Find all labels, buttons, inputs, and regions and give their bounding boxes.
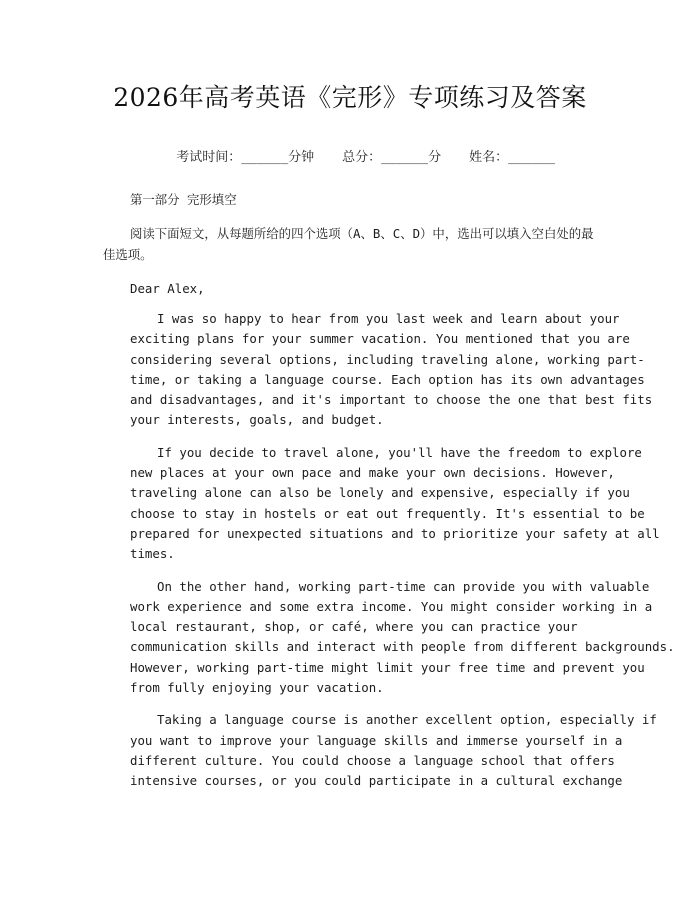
- total-score-field: 总分：______分: [342, 150, 442, 165]
- paragraph-line: choose to stay in hostels or eat out frequently. It's essential to be: [130, 505, 645, 521]
- exam-time-field: 考试时间：______分钟: [176, 150, 315, 165]
- document-title: 2026年高考英语《完形》专项练习及答案: [113, 83, 587, 112]
- paragraph-line: times.: [130, 546, 175, 562]
- letter-greeting: Dear Alex,: [130, 281, 205, 296]
- paragraph-line: considering several options, including traveling alone, working part-: [130, 351, 645, 367]
- paragraph-line: local restaurant, shop, or café, where you can practice your: [130, 619, 578, 635]
- section-heading: 第一部分 完形填空: [130, 192, 237, 207]
- paragraph-line: new places at your own pace and make your own decisions. However,: [130, 465, 615, 481]
- paragraph-line: prepared for unexpected situations and to prioritize your safety at all: [130, 525, 660, 541]
- paragraph-line: you want to improve your language skills and immerse yourself in a: [130, 732, 623, 748]
- paragraph-line: time, or taking a language course. Each option has its own advantages: [130, 371, 645, 387]
- paragraph-line: However, working part-time might limit your free time and prevent you: [130, 659, 645, 675]
- paragraph-line: On the other hand, working part-time can provide you with valuable: [157, 578, 650, 594]
- exam-info-line: [0, 131, 700, 180]
- paragraph-line: work experience and some extra income. You might consider working in a: [130, 598, 653, 614]
- paragraph-line: Taking a language course is another excellent option, especially if: [157, 712, 657, 728]
- document-body: [103, 190, 675, 804]
- paragraph-line: traveling alone can also be lonely and expensive, especially if you: [130, 485, 630, 501]
- paragraph-line: exciting plans for your summer vacation. You mentioned that you are: [130, 331, 630, 347]
- paragraph-1: [103, 309, 653, 431]
- student-name-field: 姓名：______: [469, 150, 556, 165]
- paragraph-line: intensive courses, or you could participate in a cultural exchange: [130, 773, 623, 789]
- paragraph-line: your interests, goals, and budget.: [130, 412, 384, 428]
- paragraph-line: and disadvantages, and it's important to choose the one that best fits: [130, 392, 653, 408]
- paragraph-line: communication skills and interact with people from different backgrounds.: [130, 639, 675, 655]
- paragraph-line: If you decide to travel alone, you'll have the freedom to explore: [157, 444, 642, 460]
- paragraph-4: [103, 710, 657, 791]
- paragraph-3: [103, 577, 675, 699]
- paragraph-2: [103, 443, 660, 565]
- instructions-paragraph: 阅读下面短文，从每题所给的四个选项（A、B、C、D）中，选出可以填入空白处的最佳选项。: [103, 226, 594, 262]
- paragraph-line: from fully enjoying your vacation.: [130, 680, 384, 696]
- paragraph-line: different culture. You could choose a language school that offers: [130, 752, 615, 768]
- paragraph-line: I was so happy to hear from you last week and learn about your: [157, 311, 620, 326]
